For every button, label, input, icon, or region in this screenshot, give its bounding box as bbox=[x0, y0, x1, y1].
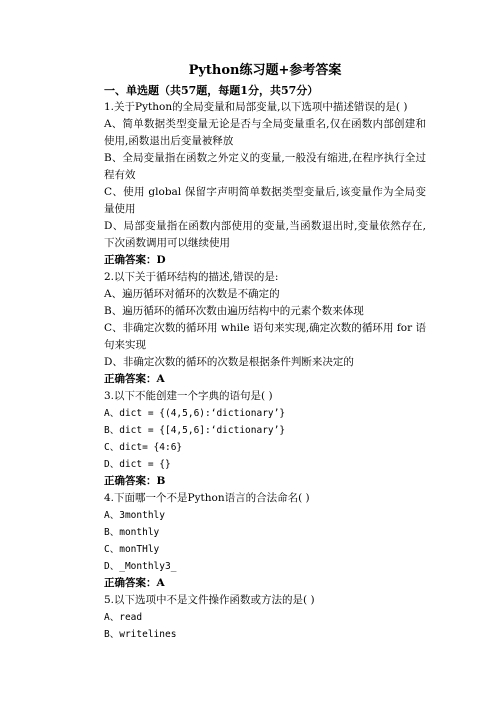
question-4-answer: 正确答案：A bbox=[104, 577, 165, 589]
question-2-option-c: C、非确定次数的循环用 while 语句来实现,确定次数的循环用 for 语句来实现 bbox=[104, 322, 426, 351]
question-1-option-c: C、使用 global 保留字声明简单数据类型变量后,该变量作为全局变量使用 bbox=[104, 186, 426, 215]
question-1-option-d: D、局部变量指在函数内部使用的变量,当函数退出时,变量依然存在,下次函数调用可以继续使用 bbox=[104, 220, 426, 249]
question-5-option-a: A、read bbox=[104, 612, 143, 623]
question-3-option-a: A、dict = {(4,5,6):‘dictionary’} bbox=[104, 408, 286, 419]
question-2-option-d: D、非确定次数的循环的次数是根据条件判断来决定的 bbox=[104, 356, 354, 368]
question-4-option-c: C、monTHly bbox=[104, 544, 160, 555]
question-3-option-c: C、dict= {4:6} bbox=[104, 442, 183, 453]
question-1-text: 1.关于Python的全局变量和局部变量,以下选项中描述错误的是( ) bbox=[104, 101, 408, 113]
question-4 bbox=[104, 490, 426, 592]
question-1-option-b: B、全局变量指在函数之外定义的变量,一般没有缩进,在程序执行全过程有效 bbox=[104, 152, 426, 181]
question-4-option-a: A、3monthly bbox=[104, 510, 165, 521]
question-3 bbox=[104, 388, 426, 490]
question-4-option-d: D、_Monthly3_ bbox=[104, 561, 177, 572]
document-title: Python练习题+参考答案 bbox=[188, 63, 342, 78]
question-5-text: 5.以下选项中不是文件操作函数或方法的是( ) bbox=[104, 594, 315, 606]
question-4-text: 4.下面哪一个不是Python语言的合法命名( ) bbox=[104, 492, 310, 504]
question-2-option-b: B、遍历循环的循环次数由遍历结构中的元素个数来体现 bbox=[104, 305, 364, 317]
question-3-option-b: B、dict = {[4,5,6]:‘dictionary’} bbox=[104, 425, 286, 436]
question-3-option-d: D、dict = {} bbox=[104, 459, 171, 470]
question-1-option-a: A、简单数据类型变量无论是否与全局变量重名,仅在函数内部创建和使用,函数退出后变量被释放 bbox=[104, 118, 426, 147]
section-heading: 一、单选题（共57题，每题1分，共57分） bbox=[104, 84, 319, 97]
question-2-option-a: A、遍历循环对循环的次数是不确定的 bbox=[104, 288, 280, 300]
question-4-option-b: B、monthly bbox=[104, 527, 160, 538]
question-3-answer: 正确答案：B bbox=[104, 475, 166, 487]
question-2-text: 2.以下关于循环结构的描述,错误的是: bbox=[104, 271, 279, 283]
question-1 bbox=[104, 99, 426, 269]
question-2 bbox=[104, 269, 426, 388]
question-2-answer: 正确答案：A bbox=[104, 373, 165, 385]
question-5 bbox=[104, 592, 426, 643]
question-3-text: 3.以下不能创建一个字典的语句是( ) bbox=[104, 390, 273, 402]
question-5-option-b: B、writelines bbox=[104, 629, 177, 640]
question-1-answer: 正确答案：D bbox=[104, 254, 166, 266]
